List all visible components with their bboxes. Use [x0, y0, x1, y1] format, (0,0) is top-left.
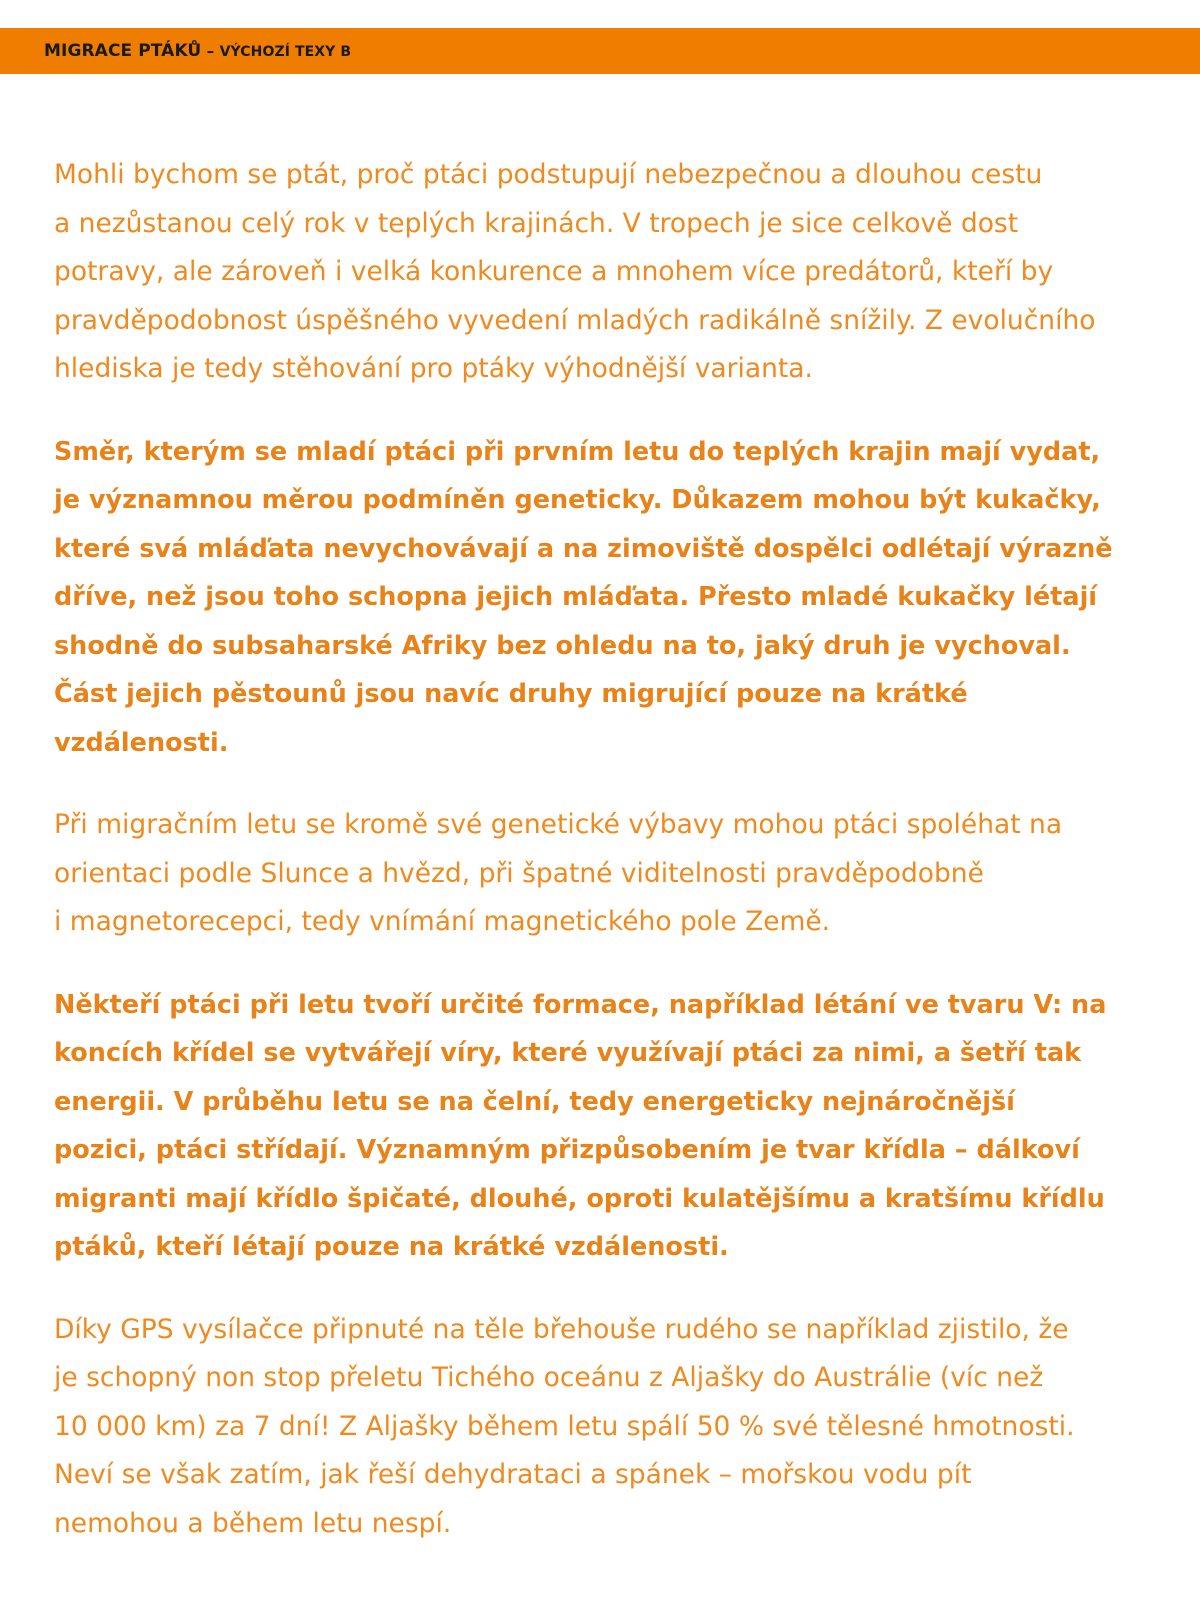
- paragraph-genetic-direction: [54, 428, 1154, 768]
- text-line: a nezůstanou celý rok v teplých krajinách. V tropech je sice celkově dost: [54, 207, 1019, 239]
- paragraph-gps-tracking: [54, 1306, 1154, 1549]
- text-line: i magnetorecepci, tedy vnímání magnetického pole Země.: [54, 906, 831, 937]
- text-line: ptáků, kteří létají pouze na krátké vzdálenosti.: [54, 1232, 729, 1262]
- text-line: nemohou a během letu nespí.: [54, 1507, 452, 1539]
- text-line: energii. V průběhu letu se na čelní, tedy energeticky nejnáročnější: [54, 1086, 1015, 1117]
- paragraph-why-migrate: [54, 151, 1154, 394]
- header-bar: [0, 28, 1200, 74]
- text-line: Někteří ptáci při letu tvoří určité formace, například létání ve tvaru V: na: [54, 989, 1107, 1020]
- text-line: migranti mají křídlo špičaté, dlouhé, oproti kulatějšímu a kratšímu křídlu: [54, 1183, 1105, 1214]
- text-line: shodně do subsaharské Afriky bez ohledu na to, jaký druh je vychoval.: [54, 630, 1071, 661]
- text-line: dříve, než jsou toho schopna jejich mláďata. Přesto mladé kukačky létají: [54, 582, 1098, 612]
- text-line: které svá mláďata nevychovávají a na zimoviště dospělci odlétají výrazně: [54, 533, 1113, 564]
- page-title-main: MIGRACE PTÁKŮ: [44, 41, 202, 61]
- page-title-separator: –: [201, 42, 220, 60]
- text-line: orientaci podle Slunce a hvězd, při špatné viditelnosti pravděpodobně: [54, 857, 984, 889]
- text-line: potravy, ale zároveň i velká konkurence a mnohem více predátorů, kteří by: [54, 256, 1054, 287]
- text-line: Při migračním letu se kromě své genetické výbavy mohou ptáci spoléhat na: [54, 809, 1063, 840]
- paragraph-flight-formations: [54, 981, 1154, 1272]
- text-line: 10 000 km) za 7 dní! Z Aljašky během letu spálí 50 % své tělesné hmotnosti.: [54, 1410, 1075, 1442]
- paragraph-orientation: [54, 801, 1154, 947]
- text-line: koncích křídel se vytvářejí víry, které využívají ptáci za nimi, a šetří tak: [54, 1038, 1082, 1068]
- text-line: hlediska je tedy stěhování pro ptáky výhodnější varianta.: [54, 353, 813, 384]
- page-title: [44, 28, 351, 74]
- page-title-sub: VÝCHOZÍ TEXY B: [219, 44, 352, 60]
- text-line: vzdálenosti.: [54, 727, 229, 758]
- text-line: pravděpodobnost úspěšného vyvedení mladých radikálně snížily. Z evolučního: [54, 304, 1096, 336]
- text-line: Díky GPS vysílačce připnuté na těle břehouše rudého se například zjistilo, že: [54, 1313, 1069, 1345]
- article-body: [54, 151, 1154, 1582]
- text-line: Neví se však zatím, jak řeší dehydrataci a spánek – mořskou vodu pít: [54, 1459, 972, 1490]
- text-line: je významnou měrou podmíněn geneticky. Důkazem mohou být kukačky,: [54, 485, 1101, 515]
- text-line: Mohli bychom se ptát, proč ptáci podstupují nebezpečnou a dlouhou cestu: [54, 159, 1043, 190]
- text-line: je schopný non stop přeletu Tichého oceánu z Aljašky do Austrálie (víc než: [54, 1362, 1044, 1393]
- text-line: Část jejich pěstounů jsou navíc druhy migrující pouze na krátké: [54, 679, 968, 709]
- text-line: Směr, kterým se mladí ptáci při prvním letu do teplých krajin mají vydat,: [54, 436, 1101, 467]
- text-line: pozici, ptáci střídají. Významným přizpůsobením je tvar křídla – dálkoví: [54, 1135, 1080, 1165]
